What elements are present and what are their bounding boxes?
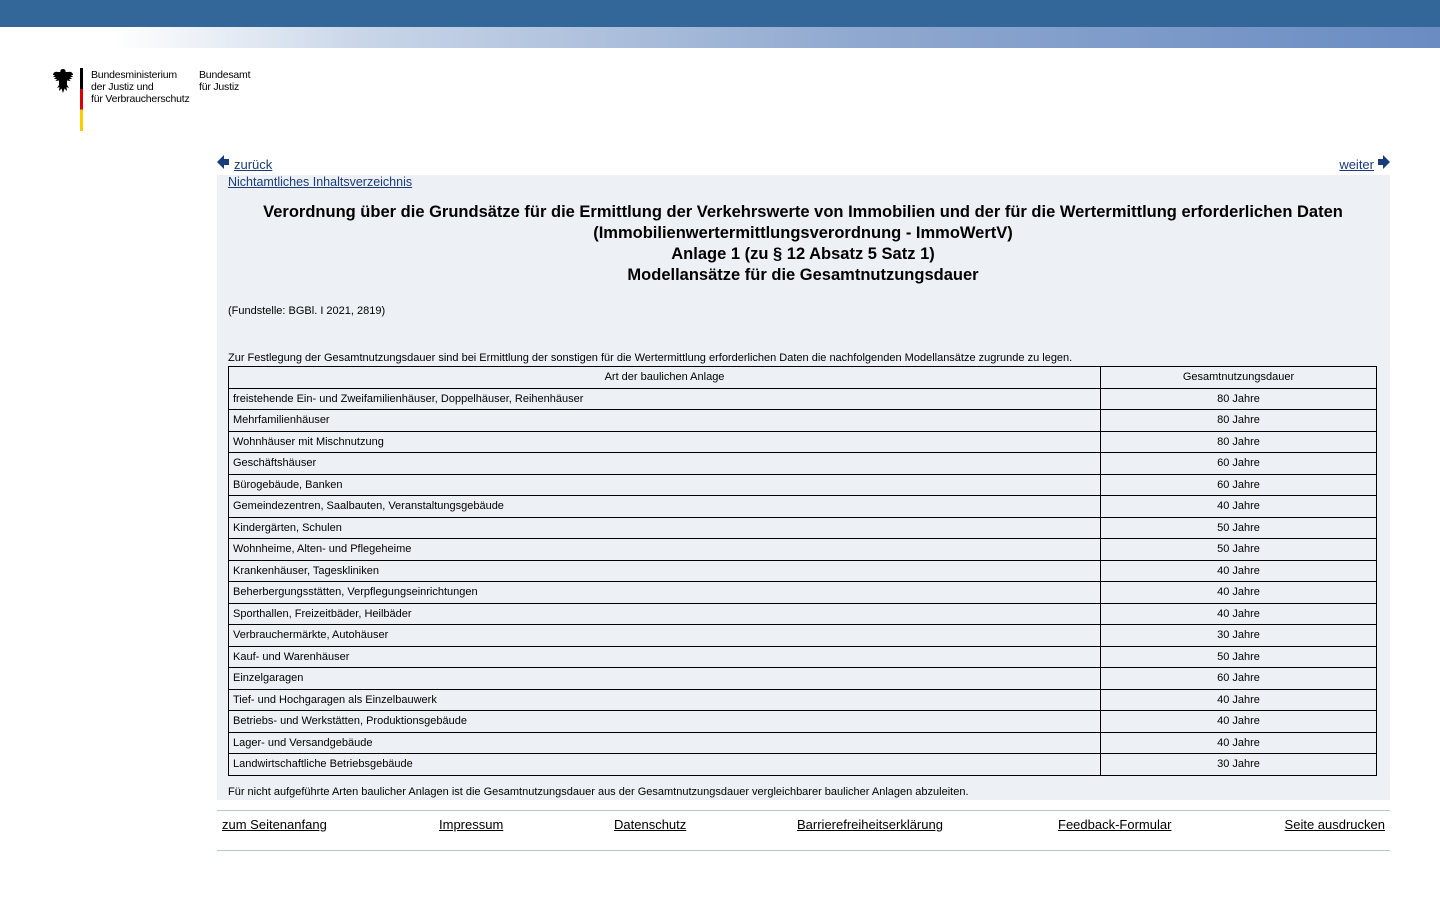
intro-text: Zur Festlegung der Gesamtnutzungsdauer sind bei Ermittlung der sonstigen für die Wertermittlung erforderlichen Daten die nachfolgenden Modellansätze zugrunde zu legen. <box>228 352 1073 364</box>
building-type-cell: Bürogebäude, Banken <box>229 474 1101 496</box>
building-type-cell: Tief- und Hochgaragen als Einzelbauwerk <box>229 689 1101 711</box>
title-line: Verordnung über die Grundsätze für die Ermittlung der Verkehrswerte von Immobilien und der für die Wertermittlung erforderlichen Daten <box>263 203 1343 221</box>
building-type-cell: Sporthallen, Freizeitbäder, Heilbäder <box>229 603 1101 625</box>
duration-cell: 40 Jahre <box>1101 603 1377 625</box>
building-type-cell: Verbrauchermärkte, Autohäuser <box>229 625 1101 647</box>
table-row <box>229 689 1377 711</box>
duration-cell: 60 Jahre <box>1101 668 1377 690</box>
back-link[interactable] <box>217 155 272 172</box>
gradient-banner <box>0 27 1440 48</box>
building-type-cell: Kauf- und Warenhäuser <box>229 646 1101 668</box>
arrow-left-icon <box>217 155 229 169</box>
building-type-cell: freistehende Ein- und Zweifamilienhäuser, Doppelhäuser, Reihenhäuser <box>229 388 1101 410</box>
duration-cell: 40 Jahre <box>1101 560 1377 582</box>
building-type-cell: Einzelgaragen <box>229 668 1101 690</box>
arrow-right-icon <box>1378 155 1390 169</box>
note-text: Für nicht aufgeführte Arten baulicher Anlagen ist die Gesamtnutzungsdauer aus der Gesamtnutzungsdauer vergleichbarer baulicher Anlagen abzuleiten. <box>228 785 969 798</box>
table-row <box>229 754 1377 776</box>
top-banner <box>0 0 1440 27</box>
duration-cell: 30 Jahre <box>1101 625 1377 647</box>
building-type-cell: Betriebs- und Werkstätten, Produktionsgebäude <box>229 711 1101 733</box>
duration-cell: 50 Jahre <box>1101 539 1377 561</box>
table-body <box>229 388 1377 775</box>
table-row <box>229 560 1377 582</box>
table-row <box>229 517 1377 539</box>
document-title <box>228 202 1378 286</box>
table-row <box>229 474 1377 496</box>
duration-cell: 40 Jahre <box>1101 689 1377 711</box>
building-type-cell: Krankenhäuser, Tageskliniken <box>229 560 1101 582</box>
source-reference: (Fundstelle: BGBl. I 2021, 2819) <box>228 305 386 317</box>
building-type-cell: Mehrfamilienhäuser <box>229 410 1101 432</box>
duration-cell: 40 Jahre <box>1101 732 1377 754</box>
next-label: weiter <box>1339 157 1374 172</box>
table-row <box>229 732 1377 754</box>
building-type-cell: Wohnhäuser mit Mischnutzung <box>229 431 1101 453</box>
table-row <box>229 582 1377 604</box>
table-row <box>229 603 1377 625</box>
document-content <box>217 175 1390 800</box>
footer-link-top[interactable]: zum Seitenanfang <box>222 817 327 832</box>
duration-cell: 40 Jahre <box>1101 496 1377 518</box>
title-line: Anlage 1 (zu § 12 Absatz 5 Satz 1) <box>671 245 935 263</box>
footer-link-imprint[interactable]: Impressum <box>439 817 504 832</box>
duration-cell: 60 Jahre <box>1101 474 1377 496</box>
office-name: Bundesamt für Justiz <box>199 69 251 93</box>
table-row <box>229 453 1377 475</box>
usage-duration-table <box>228 366 1377 776</box>
next-link[interactable] <box>1339 155 1390 172</box>
building-type-cell: Gemeindezentren, Saalbauten, Veranstaltungsgebäude <box>229 496 1101 518</box>
building-type-cell: Lager- und Versandgebäude <box>229 732 1101 754</box>
duration-cell: 30 Jahre <box>1101 754 1377 776</box>
page-navigation <box>217 155 1390 175</box>
footer-link-accessibility[interactable]: Barrierefreiheitserklärung <box>797 817 943 832</box>
table-header-row <box>229 367 1377 389</box>
duration-cell: 50 Jahre <box>1101 646 1377 668</box>
footer-link-feedback[interactable]: Feedback-Formular <box>1058 817 1172 832</box>
building-type-cell: Geschäftshäuser <box>229 453 1101 475</box>
footer-nav <box>217 810 1390 851</box>
column-header: Art der baulichen Anlage <box>229 367 1101 389</box>
table-row <box>229 410 1377 432</box>
ministry-name: Bundesministerium der Justiz und für Verbraucherschutz <box>91 69 190 105</box>
title-line: (Immobilienwertermittlungsverordnung - ImmoWertV) <box>593 224 1013 242</box>
duration-cell: 80 Jahre <box>1101 388 1377 410</box>
column-header: Gesamtnutzungsdauer <box>1101 367 1377 389</box>
footer-link-print[interactable]: Seite ausdrucken <box>1284 817 1385 832</box>
federal-eagle-icon <box>52 68 74 94</box>
table-row <box>229 388 1377 410</box>
duration-cell: 50 Jahre <box>1101 517 1377 539</box>
table-row <box>229 496 1377 518</box>
duration-cell: 80 Jahre <box>1101 410 1377 432</box>
building-type-cell: Landwirtschaftliche Betriebsgebäude <box>229 754 1101 776</box>
back-label: zurück <box>234 157 273 172</box>
title-line: Modellansätze für die Gesamtnutzungsdauer <box>627 266 979 284</box>
footer-link-privacy[interactable]: Datenschutz <box>614 817 687 832</box>
duration-cell: 80 Jahre <box>1101 431 1377 453</box>
table-row <box>229 646 1377 668</box>
building-type-cell: Wohnheime, Alten- und Pflegeheime <box>229 539 1101 561</box>
table-row <box>229 431 1377 453</box>
duration-cell: 60 Jahre <box>1101 453 1377 475</box>
duration-cell: 40 Jahre <box>1101 711 1377 733</box>
flag-stripe <box>80 68 83 131</box>
table-row <box>229 625 1377 647</box>
building-type-cell: Kindergärten, Schulen <box>229 517 1101 539</box>
table-row <box>229 711 1377 733</box>
table-row <box>229 539 1377 561</box>
duration-cell: 40 Jahre <box>1101 582 1377 604</box>
logo[interactable] <box>52 68 272 132</box>
building-type-cell: Beherbergungsstätten, Verpflegungseinrichtungen <box>229 582 1101 604</box>
table-row <box>229 668 1377 690</box>
toc-link[interactable]: Nichtamtliches Inhaltsverzeichnis <box>228 175 413 189</box>
